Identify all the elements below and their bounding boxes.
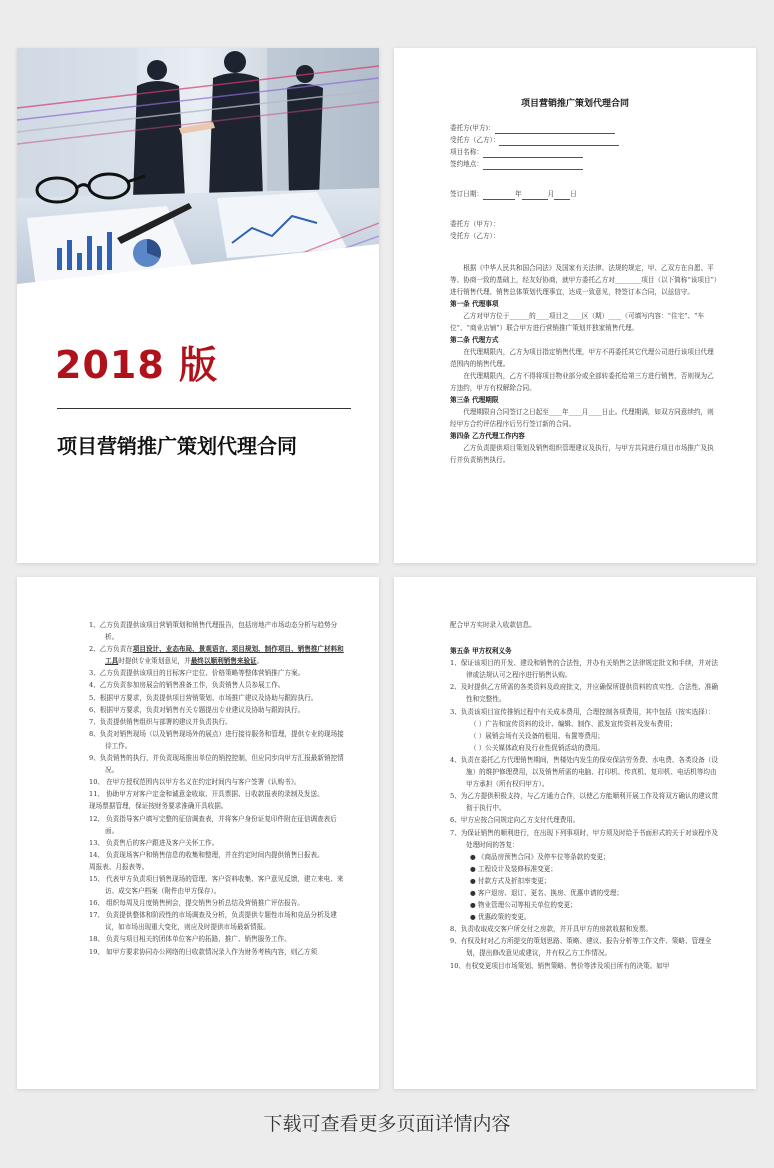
field-label: 受托方（乙方）： bbox=[450, 136, 500, 144]
section-paragraph: 代理期限自合同签订之日起至____年____月____日止。代理期满，如双方同意续约，则经甲方合约评估程序后另行签订新的合同。 bbox=[450, 408, 714, 428]
section-paragraph: 乙方负责提供项目策划及销售组织管理建议及执行，与甲方共同进行项目市场推广及执行并负责销售执行。 bbox=[450, 444, 714, 464]
list-item: 6、甲方应按合同规定向乙方支付代理费用。 bbox=[450, 816, 580, 825]
field-row bbox=[450, 122, 720, 134]
list-item: 18、 负责与项目相关的团体单位客户的拓路、推广、销售服务工作。 bbox=[89, 935, 291, 944]
bullet-text: 物业管理公司等相关单位的变更； bbox=[477, 901, 577, 910]
list-item: 2、及时提供乙方所需的各类资料及政府批文，并应确保所提供资料的真实性、合法性、准确性和完整性。 bbox=[450, 683, 718, 704]
list-item: 13、 负责售后的客户跟进及客户关怀工作。 bbox=[89, 838, 219, 847]
field-row bbox=[450, 146, 720, 158]
list-item: 17、 负责提供整体和阶段性的市场调查及分析，负责提供专题性市场和竞品分析及建议，如市场出现重大变化，则应及时提供市场最新情报。 bbox=[89, 911, 337, 932]
list-item: 1、乙方负责提供该项目营销策划和销售代理报告，包括房地产市场动态分析与趋势分析。 bbox=[89, 621, 338, 642]
field-label: 项目名称： bbox=[450, 148, 483, 156]
bullet-text: 《商品房预售合同》及停车位等条款的变更； bbox=[477, 852, 610, 861]
list-item: 7、负责提供销售组织与部署的建议并负责执行。 bbox=[89, 717, 232, 726]
cover-business-photo bbox=[17, 48, 379, 298]
list-item: 4、负责在委托乙方代理销售期间，售楼处内发生的保安保洁劳务费、水电费、各类设备（设施）的维护修理费用，以及销售所需的电脑、打印机、传真机、复印机、电话机等均由甲方承担（所有权归甲方）。 bbox=[450, 755, 718, 789]
list-item: 2、乙方负责在项目设计、业态布局、景观语言、项目规划、制作项目、销售推广材料和工具时提供专业策划意见，并最终以顺利销售来验证。 bbox=[89, 645, 344, 666]
bullet-text: 付款方式及折扣率变更； bbox=[477, 876, 551, 885]
section-heading: 第二条 代理方式 bbox=[450, 336, 499, 344]
blank-line bbox=[522, 191, 548, 200]
list-item: 8、负责对销售现场（以及销售现场外的展点）进行接待服务和管理，提供专业的现场接待工作。 bbox=[89, 729, 344, 750]
bullet-item: ● 工程设计及装修标准变更； bbox=[470, 864, 557, 873]
cover-edition: 2018 版 bbox=[55, 343, 218, 387]
continued-line: 配合甲方实时录入收款信息。 bbox=[450, 621, 536, 629]
section-paragraph: 乙方对甲方位于______的____项目之____区（期）____（可填写内容：“住宅”、“车位”、“商业店铺”）联合甲方进行营销推广策划并独家销售代理。 bbox=[450, 312, 705, 332]
party-b-label: 受托方（乙方）： bbox=[450, 232, 500, 240]
party-a-label: 委托方（甲方）： bbox=[450, 220, 500, 228]
bullet-item: ● 优惠政策的变更。 bbox=[470, 913, 531, 922]
year-label: 年 bbox=[514, 190, 522, 198]
list-item: 6、根据甲方要求，负责对销售有关专题提出专业建议及协助与跟踪执行。 bbox=[89, 705, 305, 714]
list-item: 11、 协助甲方对客户定金和诚意金收取、开具票据、日收款报表的录制及发送。 bbox=[89, 790, 324, 799]
list-item: 14、 负责现场客户和销售信息的收集和整理，并在约定时间内提供销售日报表。 bbox=[89, 850, 324, 859]
list-item: 9、负责销售的执行，并负责现场推出单位的销控控制，但应同步向甲方汇报最新销控情况。 bbox=[89, 754, 344, 775]
section-heading: 第四条 乙方代理工作内容 bbox=[450, 432, 525, 440]
party-fields bbox=[450, 122, 720, 242]
section-heading: 第五条 甲方权利义务 bbox=[450, 647, 512, 656]
section-paragraph: 在代理期限内，乙方为项目指定销售代理，甲方不再委托其它代理公司进行该项目代理范围内的销售代理。 bbox=[450, 348, 714, 368]
option-item: （ ）展销会场有关设备的租用、布置等费用； bbox=[470, 731, 604, 740]
contract-page-3 bbox=[394, 577, 756, 1089]
cover-page bbox=[17, 48, 379, 563]
option-item: （ ）广告和宣传资料的设计、编辑、制作、派发宣传资料及发布费用； bbox=[470, 719, 677, 728]
blank-line bbox=[483, 161, 583, 170]
list-item: 8、负责收取成交客户所交付之房款，并开具甲方的房款收据和发票。 bbox=[450, 925, 653, 934]
field-row bbox=[450, 134, 720, 146]
contract-page-2 bbox=[17, 577, 379, 1089]
list-item: 12、 负责指导客户填写完整的征信调查表，并将客户身份证复印件附在征信调查表后面。 bbox=[89, 814, 337, 835]
month-label: 月 bbox=[547, 190, 555, 198]
bullet-item: ● 物业管理公司等相关单位的变更； bbox=[470, 901, 577, 910]
bullet-item: ● 《商品房预售合同》及停车位等条款的变更； bbox=[470, 852, 610, 861]
bullet-text: 工程设计及装修标准变更； bbox=[477, 864, 557, 873]
cover-title: 项目营销推广策划代理合同 bbox=[57, 434, 297, 458]
list-item: 1、保证该项目的开发、建设和销售的合法性，并办有关销售之法律规定批文和手续，并对法律或法规认可之程序进行销售认购。 bbox=[450, 659, 718, 680]
blank-line bbox=[483, 149, 583, 158]
duty-list bbox=[89, 619, 347, 958]
bullet-text: 优惠政策的变更。 bbox=[477, 913, 531, 922]
list-item: 15、 代表甲方负责项目销售现场的管理、客户资料收集、客户意见反馈，建立来电、来访、成交客户档案（附件由甲方保存）。 bbox=[89, 874, 344, 896]
list-item: 3、负责该项目宣传推销过程中有关成本费用，合理控制各项费用，其中包括（按实选择）： bbox=[450, 707, 715, 716]
blank-line bbox=[499, 137, 619, 146]
bullet-item: ● 客户退房、退订、更名、换房、优惠申请的受理； bbox=[470, 888, 623, 897]
sign-date-label: 签订日期： bbox=[450, 190, 483, 198]
option-item: （ ）公关媒体政府及行业性促销活动的费用。 bbox=[470, 743, 604, 752]
contract-body bbox=[450, 262, 720, 466]
party-a-duties bbox=[450, 619, 720, 972]
section-heading: 第三条 代理期限 bbox=[450, 396, 499, 404]
sign-date bbox=[450, 188, 720, 200]
day-label: 日 bbox=[570, 190, 577, 198]
blank-line bbox=[554, 191, 570, 200]
list-item: 9、有权及时对乙方所提交的策划思路、策略、建议、报告分析等工作文件、策略、管理全划，提出修改意见或建议，并有权乙方工作情况。 bbox=[450, 937, 712, 958]
bullet-item: ● 付款方式及折扣率变更； bbox=[470, 876, 551, 885]
list-item: 现场票据管理，保证按财务要求准确开具收据。 bbox=[89, 802, 228, 811]
bullet-text: 客户退房、退订、更名、换房、优惠申请的受理； bbox=[477, 888, 623, 897]
field-label: 委托方(甲方)： bbox=[450, 124, 495, 132]
list-item: 周报表、月报表等。 bbox=[89, 862, 149, 871]
field-row bbox=[450, 158, 720, 170]
blank-line bbox=[483, 191, 515, 200]
section-paragraph: 在代理期限内，乙方不得将项目物业部分或全部转委托给第三方进行销售，否则视为乙方违约，甲方有权解除合同。 bbox=[450, 372, 714, 392]
download-more-link[interactable]: 下载可查看更多页面详情内容 bbox=[263, 1113, 511, 1135]
list-item: 5、根据甲方要求，负责提供项目营销策划、市场推广建议及协助与跟踪执行。 bbox=[89, 693, 318, 702]
section-heading: 第一条 代理事项 bbox=[450, 300, 499, 308]
contract-title: 项目营销推广策划代理合同 bbox=[520, 99, 629, 109]
list-item: 7、为保证销售的顺利进行，在出现下列事项时，甲方须及时给予书面形式的关于对该程序及处理时间的答复： bbox=[450, 828, 718, 849]
list-item: 10、有权变更项目市场策划、销售策略、售价等涉及项目所有的决策。如甲 bbox=[450, 961, 670, 970]
list-item: 16、 组织每周及月度销售例会，提交销售分析总结及营销推广评估报告。 bbox=[89, 899, 304, 908]
cover-divider bbox=[57, 408, 351, 409]
list-item: 10、 在甲方授权范围内以甲方名义在约定时间内与客户签署《认购书》。 bbox=[89, 778, 301, 787]
intro-paragraph: 根据《中华人民共和国合同法》及国家有关法律、法规的规定，甲、乙双方在自愿、平等、协商一致的基础上，经友好协商，就甲方委托乙方对________项目（以下简称“该项目”）进行销售代理、销售总体策划代理事宜，达成一致意见，特签订本合同，以兹信守。 bbox=[450, 264, 718, 296]
list-item: 4、乙方负责参加房展会的销售准备工作，负责销售人员参展工作。 bbox=[89, 681, 285, 690]
list-item: 19、 如甲方要求协同办公网络的日收款情况录入作为财务考核内容，则乙方须 bbox=[89, 947, 318, 956]
field-label: 签约地点： bbox=[450, 160, 483, 168]
blank-line bbox=[495, 125, 615, 134]
list-item: 3、乙方负责提供该项目的目标客户定位、价格策略等整体营销推广方案。 bbox=[89, 669, 305, 678]
contract-page-1 bbox=[394, 48, 756, 563]
list-item: 5、为乙方提供积极支持，与乙方通力合作，以使乙方能顺利开展工作及将双方确认的建议贯彻于执行中。 bbox=[450, 792, 718, 813]
